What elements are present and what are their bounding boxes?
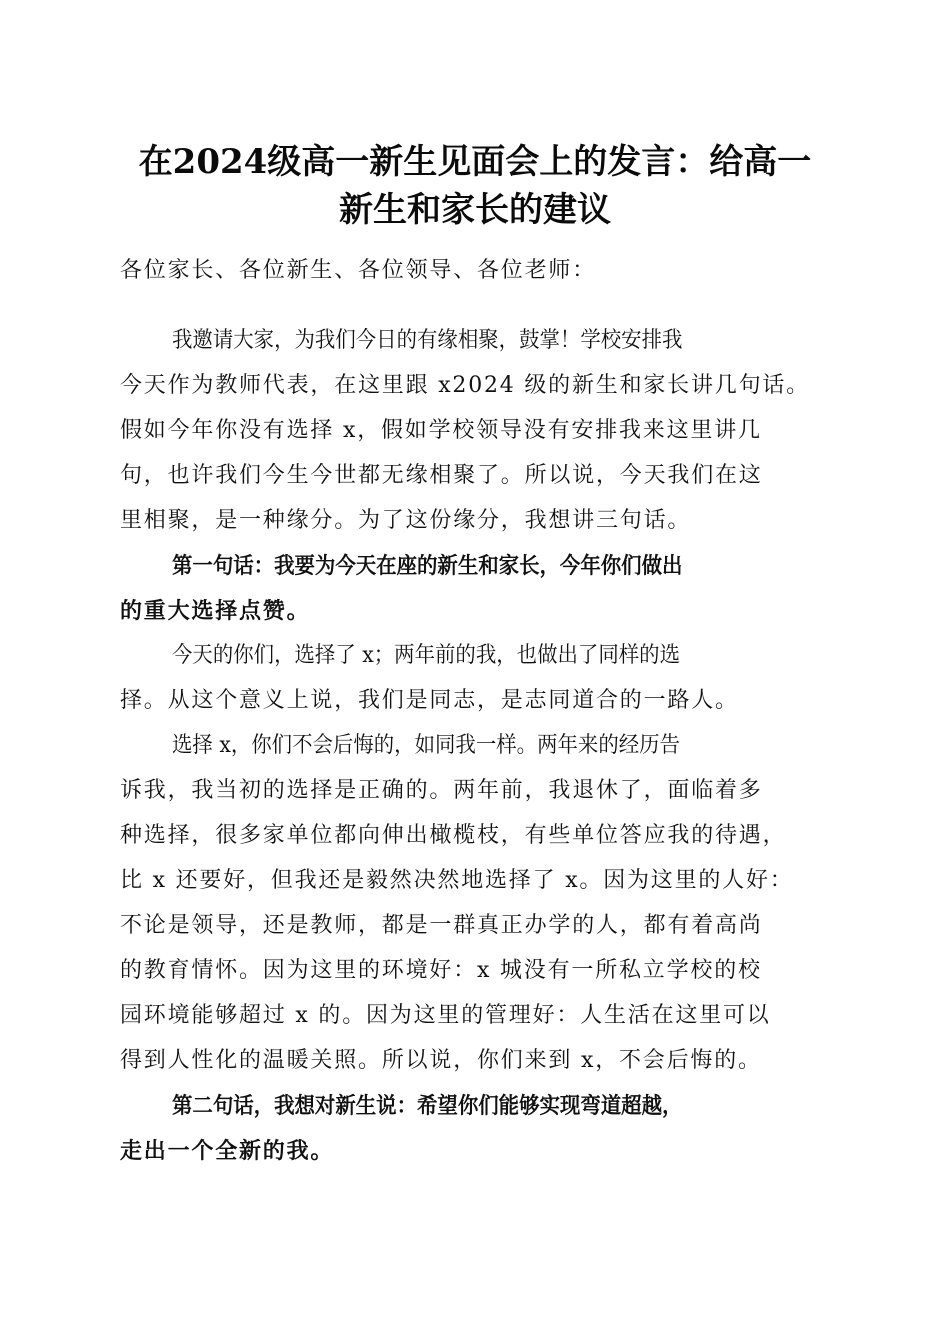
document-title-line-2: 新生和家长的建议 <box>339 190 611 230</box>
document-title-line-1: 在2024级高一新生见面会上的发言：给高一 <box>138 142 812 182</box>
paragraph-line: 择。从这个意义上说，我们是同志，是志同道合的一路人。 <box>120 688 739 713</box>
paragraph-line: 今天的你们，选择了 x；两年前的我，也做出了同样的选 <box>172 643 680 668</box>
section-heading-line: 第二句话，我想对新生说：希望你们能够实现弯道超越， <box>172 1093 683 1119</box>
paragraph-line: 种选择，很多家单位都向伸出橄榄枝，有些单位答应我的待遇， <box>120 823 787 848</box>
paragraph-line: 选择 x，你们不会后悔的，如同我一样。两年来的经历告 <box>172 733 680 758</box>
paragraph-line: 的教育情怀。因为这里的环境好：x 城没有一所私立学校的校 <box>120 958 762 983</box>
section-heading-line: 走出一个全新的我。 <box>120 1138 335 1164</box>
paragraph-line: 今天作为教师代表，在这里跟 x2024 级的新生和家长讲几句话。 <box>120 373 810 398</box>
paragraph-line: 园环境能够超过 x 的。因为这里的管理好：人生活在这里可以 <box>120 1003 771 1028</box>
paragraph-line: 比 x 还要好，但我还是毅然决然地选择了 x。因为这里的人好： <box>120 868 794 893</box>
paragraph-line: 不论是领导，还是教师，都是一群真正办学的人，都有着高尚 <box>120 913 763 938</box>
paragraph-line: 句，也许我们今生今世都无缘相聚了。所以说，今天我们在这 <box>120 463 763 488</box>
paragraph-line: 我邀请大家，为我们今日的有缘相聚，鼓掌！学校安排我 <box>172 328 683 353</box>
paragraph-line: 里相聚，是一种缘分。为了这份缘分，我想讲三句话。 <box>120 508 692 533</box>
paragraph-line: 得到人性化的温暖关照。所以说，你们来到 x，不会后悔的。 <box>120 1048 762 1073</box>
section-heading-line: 的重大选择点赞。 <box>120 598 311 624</box>
paragraph-line: 诉我，我当初的选择是正确的。两年前，我退休了，面临着多 <box>120 778 763 803</box>
salutation: 各位家长、各位新生、各位领导、各位老师： <box>120 258 597 283</box>
paragraph-line: 假如今年你没有选择 x，假如学校领导没有安排我来这里讲几 <box>120 418 762 443</box>
section-heading-line: 第一句话：我要为今天在座的新生和家长，今年你们做出 <box>172 553 683 579</box>
